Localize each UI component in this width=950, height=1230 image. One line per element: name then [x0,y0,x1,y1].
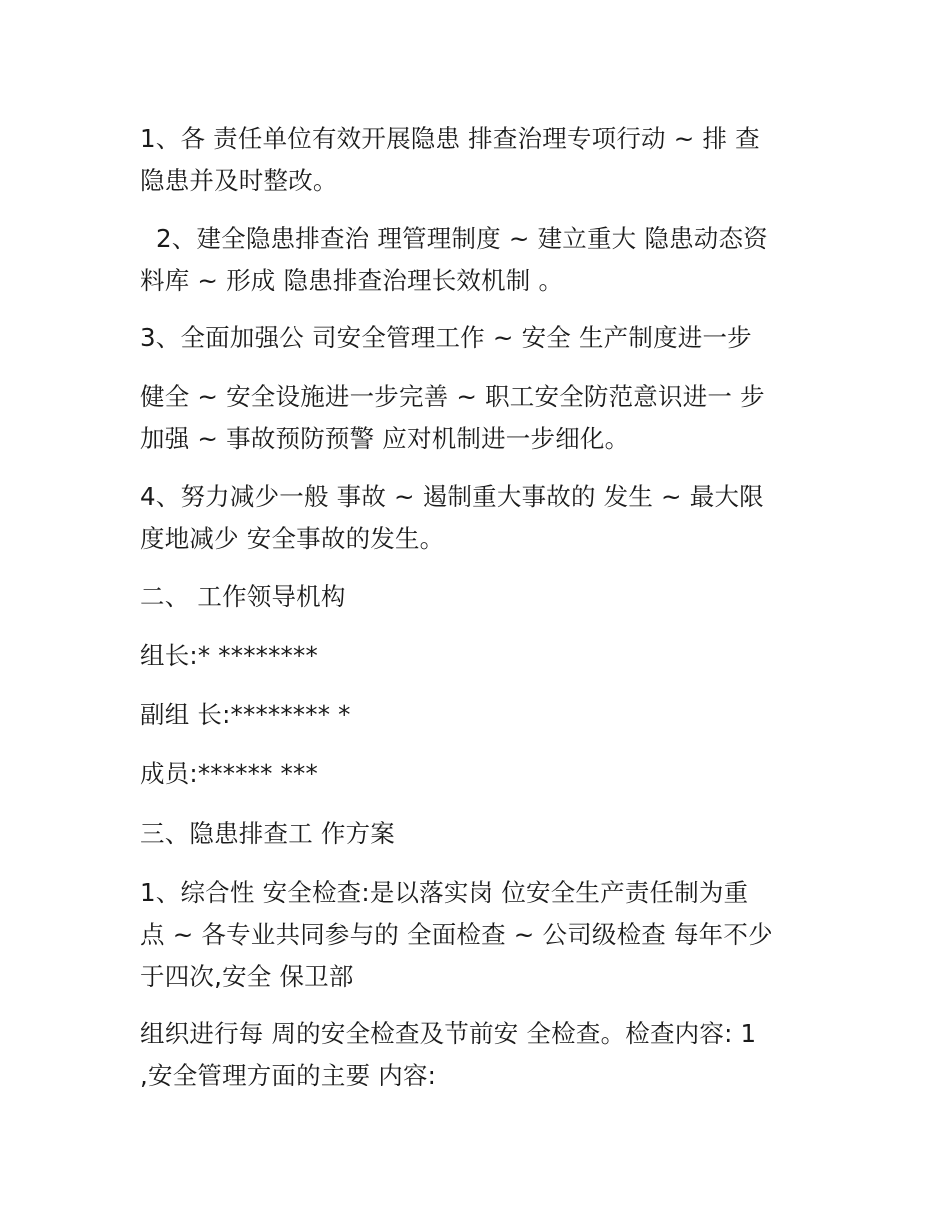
text-line: 三、隐患排查工 作方案 [140,819,395,848]
section-heading-leadership [140,576,830,618]
text-line: 成员:****** *** [140,759,318,788]
text-line: 组织进行每 周的安全检查及节前安 全检查。检查内容: 1 [140,1019,757,1048]
text-line: 1、各 责任单位有效开展隐患 排查治理专项行动 ~ 排 查 [140,124,760,153]
text-line: 二、 工作领导机构 [140,582,346,611]
members-line [140,753,830,795]
text-line: 3、全面加强公 司安全管理工作 ~ 安全 生产制度进一步 [140,323,752,352]
text-line: 健全 ~ 安全设施进一步完善 ~ 职工安全防范意识进一 步 [140,382,765,411]
paragraph-inspection-content [140,1013,830,1097]
section-heading-plan [140,813,830,855]
text-line: 加强 ~ 事故预防预警 应对机制进一步细化。 [140,424,630,453]
text-line: 4、努力减少一般 事故 ~ 遏制重大事故的 发生 ~ 最大限 [140,482,764,511]
paragraph-goal-4 [140,476,830,560]
text-line: 隐患并及时整改。 [140,166,338,195]
text-line: 点 ~ 各专业共同参与的 全面检查 ~ 公司级检查 每年不少 [140,920,773,949]
text-line: 1、综合性 安全检查:是以落实岗 位安全生产责任制为重 [140,878,749,907]
text-line: 度地减少 安全事故的发生。 [140,524,445,553]
text-line: 2、建全隐患排查治 理管理制度 ~ 建立重大 隐患动态资 [156,224,768,253]
paragraph-inspection-1 [140,872,830,998]
deputy-leader-line [140,694,830,736]
text-line: 料库 ~ 形成 隐患排查治理长效机制 。 [140,266,564,295]
paragraph-goal-1 [140,118,830,202]
paragraph-goal-3-continued [140,376,830,460]
paragraph-goal-3 [140,317,830,359]
text-line: 于四次,安全 保卫部 [140,962,354,991]
text-line: 副组 长:******** * [140,700,351,729]
text-line: ,安全管理方面的主要 内容: [140,1061,437,1090]
paragraph-goal-2 [140,218,830,302]
leader-line [140,635,830,677]
text-line: 组长:* ******** [140,641,318,670]
